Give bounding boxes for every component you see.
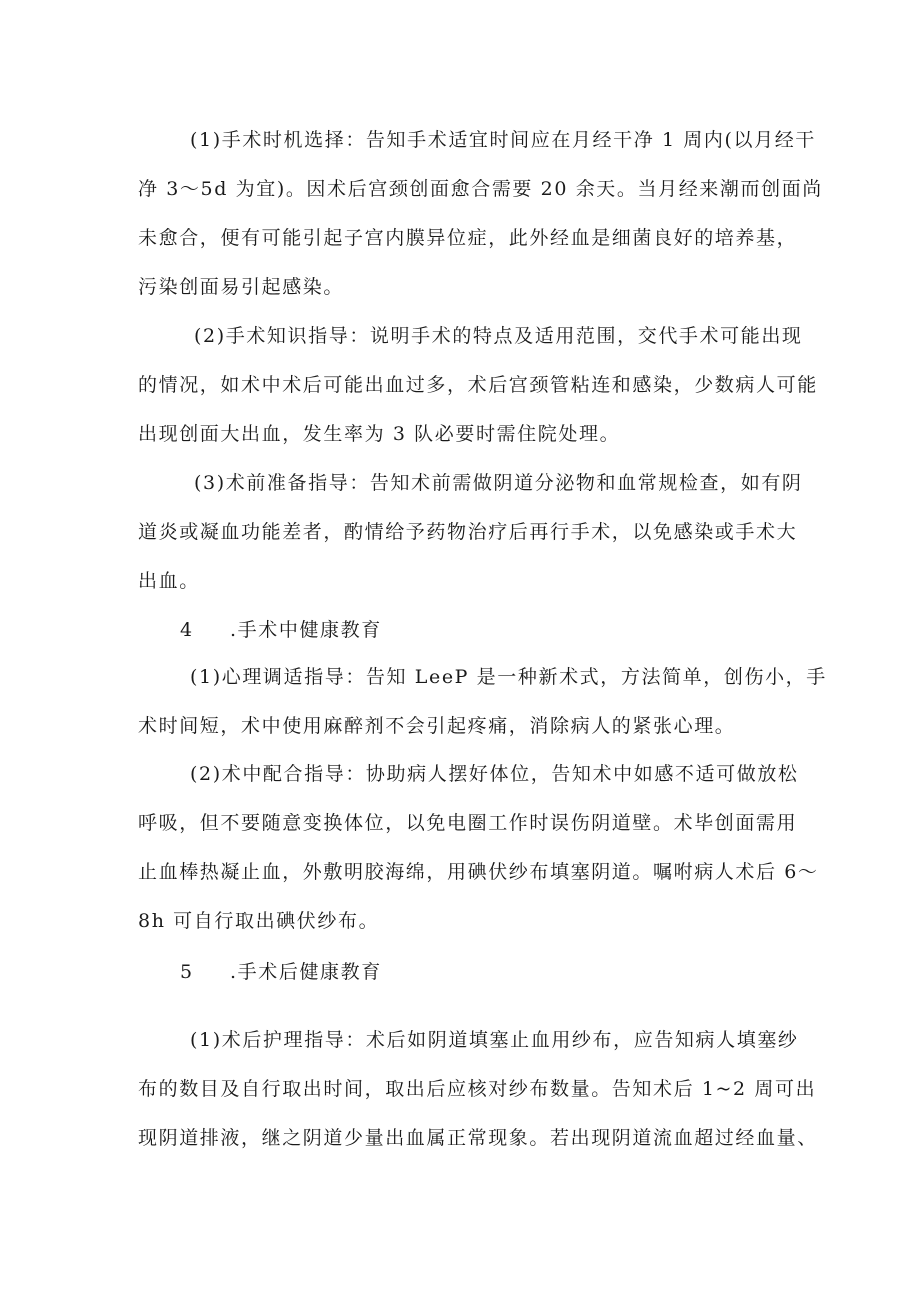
paragraph-line: 出现创面大出血，发生率为 3 队必要时需住院处理。 (138, 423, 621, 445)
section-heading-5 (180, 960, 480, 984)
paragraph-line: 出血。 (138, 570, 200, 592)
section-number: 4 (180, 619, 194, 641)
paragraph-line: (1)手术时机选择：告知手术适宜时间应在月经干净 1 周内(以月经干 (190, 129, 816, 151)
paragraph-line: (1)术后护理指导：术后如阴道填塞止血用纱布，应告知病人填塞纱 (190, 1029, 799, 1051)
paragraph-line: 的情况，如术中术后可能出血过多，术后宫颈管粘连和感染，少数病人可能 (138, 374, 818, 396)
paragraph-line: (3)术前准备指导：告知术前需做阴道分泌物和血常规检查，如有阴 (194, 472, 803, 494)
paragraph-line: 现阴道排液，继之阴道少量出血属正常现象。若出现阴道流血超过经血量、 (138, 1127, 818, 1149)
paragraph-line: 呼吸，但不要随意变换体位，以免电圈工作时误伤阴道壁。术毕创面需用 (138, 812, 798, 834)
section-heading-4 (180, 618, 480, 642)
paragraph-line: (2)术中配合指导：协助病人摆好体位，告知术中如感不适可做放松 (190, 763, 799, 785)
paragraph-line: 道炎或凝血功能差者，酌情给予药物治疗后再行手术，以免感染或手术大 (138, 521, 798, 543)
paragraph-line: 术时间短，术中使用麻醉剂不会引起疼痛，消除病人的紧张心理。 (138, 715, 736, 737)
paragraph-line: (1)心理调适指导：告知 LeeP 是一种新术式，方法简单，创伤小，手 (190, 666, 827, 688)
paragraph-line: 布的数目及自行取出时间，取出后应核对纱布数量。告知术后 1~2 周可出 (138, 1078, 817, 1100)
paragraph-line: 止血棒热凝止血，外敷明胶海绵，用碘伏纱布填塞阴道。嘱咐病人术后 6～ (138, 861, 819, 883)
paragraph-line: 污染创面易引起感染。 (138, 276, 345, 298)
paragraph-line: 未愈合，便有可能引起子宫内膜异位症，此外经血是细菌良好的培养基， (138, 227, 798, 249)
section-title: .手术中健康教育 (230, 619, 382, 641)
paragraph-line: 净 3～5d 为宜)。因术后宫颈创面愈合需要 20 余天。当月经来潮而创面尚 (138, 178, 823, 200)
paragraph-line: (2)手术知识指导：说明手术的特点及适用范围，交代手术可能出现 (194, 325, 803, 347)
section-number: 5 (180, 961, 194, 983)
paragraph-line: 8h 可自行取出碘伏纱布。 (138, 910, 380, 932)
section-title: .手术后健康教育 (230, 961, 382, 983)
